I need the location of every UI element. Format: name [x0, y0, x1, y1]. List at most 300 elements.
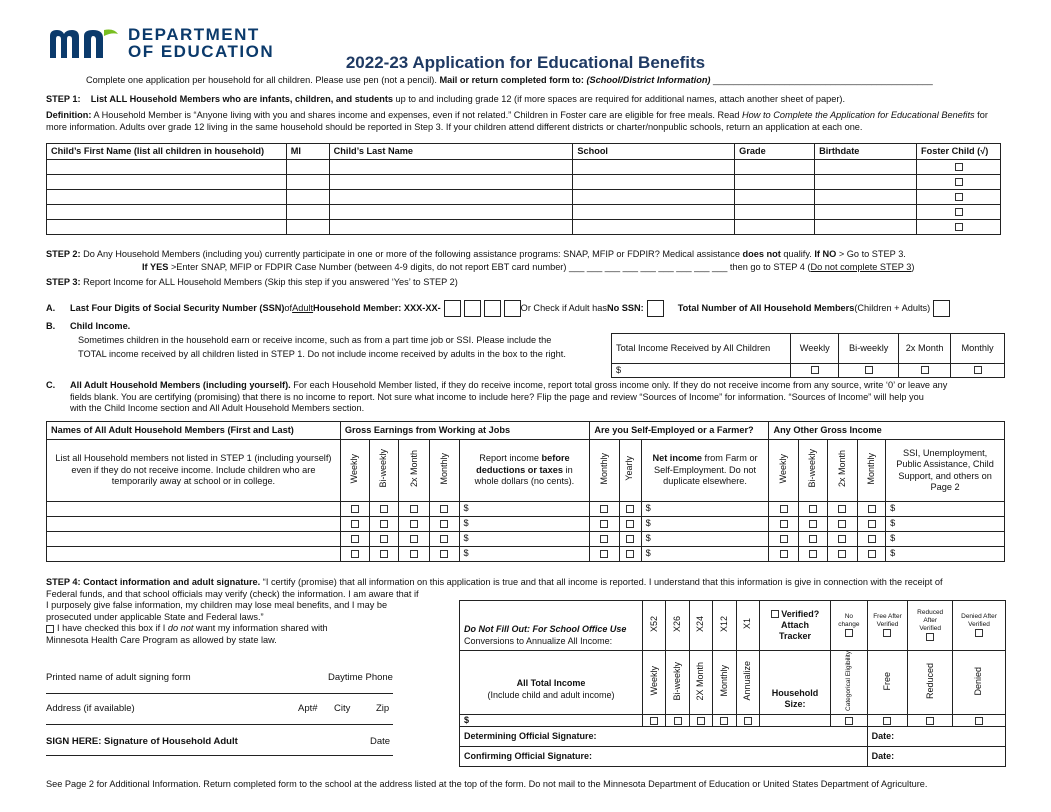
self-monthly-cb[interactable]	[600, 520, 608, 528]
foster-child-checkbox[interactable]	[955, 193, 963, 201]
col-gross-earnings: Gross Earnings from Working at Jobs	[340, 422, 590, 440]
col-adult-names: Names of All Adult Household Members (First and Last)	[47, 422, 341, 440]
child-mi-input[interactable]	[286, 190, 329, 205]
ssn-digit-4[interactable]	[504, 300, 521, 317]
earn-2xmonth-cb-cell	[399, 517, 430, 532]
office-dollar: $	[464, 715, 470, 726]
net-income-amount-input[interactable]	[641, 517, 769, 532]
ssn-digit-1[interactable]	[444, 300, 461, 317]
intro-text: Complete one application per household for all children. Please use pen (not a pencil).	[86, 75, 440, 85]
report-income-desc	[459, 440, 590, 502]
adult-members-title: All Adult Household Members (including yourself).	[70, 380, 291, 390]
step2-label: STEP 2:	[46, 249, 81, 259]
size-label: Size:	[784, 698, 806, 709]
self-monthly-cb[interactable]	[600, 535, 608, 543]
no-change-cell	[831, 601, 868, 651]
other-income-amount-input[interactable]	[886, 517, 1005, 532]
report-b: before deductions or taxes	[476, 453, 570, 475]
household-size-input[interactable]	[759, 715, 830, 727]
address-field[interactable]	[46, 703, 393, 725]
reduced-label: Reduced	[924, 662, 935, 699]
definition-text-a: A Household Member is “Anyone living with you and shares income and expenses, even if not related.” Children in Foster care are eligible for free meals. Read	[91, 110, 743, 120]
step4-cert-1: “I certify (promise) that all information on this application is true and that all income is reported. I understand that this information is give in connection with the receipt of	[260, 577, 943, 587]
intro-mail-label: Mail or return completed form to:	[439, 75, 587, 85]
self-yearly-cb-cell	[619, 502, 641, 517]
earn-weekly-cb-cell	[340, 532, 369, 547]
step1-heading	[46, 94, 845, 106]
other-monthly-cb[interactable]	[868, 520, 876, 528]
child-row	[47, 190, 1001, 205]
child-income-text2: TOTAL income received by all children listed in STEP 1. Do not include income received by adults in the box to the right.	[78, 349, 566, 359]
all-total-label: All Total Income	[516, 678, 586, 689]
self-yearly-cb[interactable]	[626, 535, 634, 543]
earn-biweekly-cb[interactable]	[380, 505, 388, 513]
child-mi-input[interactable]	[286, 160, 329, 175]
dollar-sign: $	[463, 533, 469, 544]
printed-name-label: Printed name of adult signing form	[46, 672, 191, 683]
logo-line-2: OF EDUCATION	[128, 42, 275, 61]
col-biweekly: Bi-weekly	[839, 334, 899, 364]
earn-2xmonth-cb[interactable]	[410, 520, 418, 528]
intro-school-info: (School/District Information)	[586, 75, 711, 85]
other-weekly-cb[interactable]	[780, 550, 788, 558]
office-monthly-cb[interactable]	[720, 717, 728, 725]
determining-signature[interactable]	[460, 727, 868, 747]
definition-text-d: for more information. Adults over grade 12 living in the same household should be reported in Step 3. If your children attend different districts or charter/nonpublic schools, return an application at each one.	[46, 110, 988, 132]
ssn-digit-3[interactable]	[484, 300, 501, 317]
office-annualize-cb[interactable]	[744, 717, 752, 725]
earnings-amount-input[interactable]	[459, 547, 590, 562]
other-weekly-cb-cell	[769, 517, 798, 532]
child-school-input[interactable]	[573, 205, 735, 220]
child-last-name-input[interactable]	[329, 160, 573, 175]
step1-rest: up to and including grade 12 (if more spaces are required for additional names, attach another sheet of paper).	[393, 94, 845, 104]
signature-field[interactable]	[46, 736, 393, 756]
address-label: Address (if available)	[46, 703, 135, 714]
step3-text: Report Income for ALL Household Members (Skip this step if you answered ‘Yes’ to STEP 2)	[80, 277, 458, 287]
adult-table	[46, 421, 1005, 562]
child-row	[47, 160, 1001, 175]
self-monthly-cb-cell	[590, 547, 619, 562]
children-table-header	[47, 144, 1001, 160]
self-yearly-cb[interactable]	[626, 550, 634, 558]
reduced-after-checkbox[interactable]	[926, 633, 934, 641]
adult-row	[47, 517, 1005, 532]
child-birthdate-input[interactable]	[815, 205, 917, 220]
office-biweekly: Bi-weekly	[671, 661, 682, 701]
other-monthly-cb-cell	[857, 517, 885, 532]
free-after-checkbox[interactable]	[883, 629, 891, 637]
col-school: School	[573, 144, 735, 160]
denied-cb[interactable]	[975, 717, 983, 725]
self-monthly-cb[interactable]	[600, 550, 608, 558]
determining-date[interactable]	[867, 727, 1005, 747]
office-conversions-label: Conversions to Annualize All Income:	[464, 635, 613, 646]
report-c: in whole dollars (no cents).	[474, 464, 575, 487]
other-biweekly-cb[interactable]	[809, 550, 817, 558]
earn-monthly-cb-cell	[430, 517, 459, 532]
ssn-label: Last Four Digits of Social Security Number (SSN)	[70, 302, 285, 313]
step2-line1	[46, 249, 906, 261]
self-monthly-cb-cell	[590, 502, 619, 517]
earn-2xmonth-cb-cell	[399, 547, 430, 562]
attach-label: Attach	[780, 619, 809, 630]
earn-weekly-cb[interactable]	[351, 535, 359, 543]
child-income-title: Child Income.	[70, 321, 131, 331]
col-2x-month: 2x Month	[899, 334, 951, 364]
net-income-amount-input[interactable]	[641, 547, 769, 562]
earn-weekly-cb-cell	[340, 517, 369, 532]
other-weekly-cb-cell	[769, 547, 798, 562]
opt-out-checkbox[interactable]	[46, 625, 54, 633]
child-school-input[interactable]	[573, 175, 735, 190]
earn-biweekly-cb[interactable]	[380, 520, 388, 528]
footer-note: See Page 2 for Additional Information. Return completed form to the school at the address listed at the top of the form. Do not mail to the Minnesota Department of Education or United States Department of Agriculture.	[46, 779, 928, 789]
self-yearly-cb-cell	[619, 532, 641, 547]
intro-blank[interactable]: ___________________________________________	[710, 75, 933, 85]
other-2xmonth-cb[interactable]	[838, 550, 846, 558]
earn-2xmonth-cb[interactable]	[410, 550, 418, 558]
child-weekly-cb[interactable]	[791, 364, 839, 378]
definition-label: Definition:	[46, 110, 92, 120]
other-weekly-cb[interactable]	[780, 520, 788, 528]
foster-child-checkbox[interactable]	[955, 163, 963, 171]
step4-cert-4: prosecuted under applicable State and Federal laws.”	[46, 611, 264, 622]
denied-after-label: Denied After Verified	[961, 613, 997, 629]
other-weekly-cb[interactable]	[780, 535, 788, 543]
definition-text-b: How to Complete the Application for Educational	[742, 110, 939, 120]
child-grade-input[interactable]	[735, 205, 815, 220]
other-biweekly-header: Bi-weekly	[807, 449, 818, 488]
other-monthly-cb-cell	[857, 547, 885, 562]
no-ssn-or: Or Check if Adult has	[520, 302, 607, 313]
total-members-box[interactable]	[933, 300, 950, 317]
earn-biweekly-cb-cell	[370, 547, 399, 562]
adult-row	[47, 502, 1005, 517]
earn-weekly-cb[interactable]	[351, 550, 359, 558]
no-ssn-checkbox[interactable]	[647, 300, 664, 317]
definition-text-c: Benefits	[941, 110, 975, 120]
confirming-date[interactable]	[867, 747, 1005, 767]
child-mi-input[interactable]	[286, 205, 329, 220]
earn-biweekly-cb-cell	[370, 532, 399, 547]
free-after-label: Free After Verified	[873, 613, 902, 629]
office-weekly-cb[interactable]	[650, 717, 658, 725]
step2-qualify: qualify.	[780, 249, 815, 259]
self-yearly-cb[interactable]	[626, 520, 634, 528]
categorical-cb[interactable]	[845, 717, 853, 725]
verified-checkbox[interactable]	[771, 610, 779, 618]
earn-2xmonth-cb[interactable]	[410, 535, 418, 543]
mult-x24: X24	[695, 615, 706, 632]
adult-text2: fields blank. You are certifying (promising) that there is no income to report. Not sure what income to include here? Flip the page and review “Sources of Income” for information. “Sources of Income” will help you	[70, 391, 924, 402]
dollar-sign: $	[645, 503, 651, 514]
signature-label: SIGN HERE: Signature of Household Adult	[46, 736, 238, 747]
other-biweekly-cb[interactable]	[809, 520, 817, 528]
earn-monthly-cb[interactable]	[440, 535, 448, 543]
child-income-table	[611, 333, 1005, 378]
self-monthly-cb-cell	[590, 532, 619, 547]
step2-skip-step3: Do not complete STEP 3	[810, 262, 912, 272]
step4-heading: STEP 4: Contact information and adult signature.	[46, 577, 261, 587]
determining-date-label: Date:	[871, 731, 895, 742]
adult-name-input[interactable]	[47, 532, 341, 547]
adult-name-input[interactable]	[47, 502, 341, 517]
dollar-sign: $	[645, 548, 651, 559]
household-label: Household	[771, 687, 819, 698]
earn-weekly-cb[interactable]	[351, 505, 359, 513]
step2-close-paren: )	[911, 262, 915, 272]
determining-label: Determining Official Signature:	[464, 731, 597, 742]
child-row	[47, 175, 1001, 190]
office-annualize: Annualize	[742, 661, 753, 701]
step2-line2	[142, 262, 914, 274]
foster-child-cell	[917, 175, 1001, 190]
child-mi-input[interactable]	[286, 220, 329, 235]
earn-weekly-cb-cell	[340, 502, 369, 517]
dollar-sign: $	[890, 548, 896, 559]
dollar-sign: $	[463, 503, 469, 514]
col-grade: Grade	[735, 144, 815, 160]
step3-a-label: A.	[46, 302, 56, 313]
other-2xmonth-cb[interactable]	[838, 505, 846, 513]
earn-weekly-cb-cell	[340, 547, 369, 562]
other-biweekly-cb[interactable]	[809, 505, 817, 513]
other-2xmonth-cb[interactable]	[838, 520, 846, 528]
other-weekly-cb-cell	[769, 502, 798, 517]
child-school-input[interactable]	[573, 220, 735, 235]
report-a: Report income	[479, 453, 542, 464]
other-income-amount-input[interactable]	[886, 502, 1005, 517]
other-weekly-cb[interactable]	[780, 505, 788, 513]
office-do-not-label: Do Not Fill Out: For School Office Use	[464, 624, 627, 635]
net-income-desc	[641, 440, 769, 502]
earn-weekly-cb[interactable]	[351, 520, 359, 528]
printed-name-field[interactable]	[46, 672, 393, 694]
reduced-cb[interactable]	[926, 717, 934, 725]
mult-x52: X52	[648, 615, 659, 632]
office-monthly: Monthly	[718, 665, 729, 697]
self-monthly-cb[interactable]	[600, 505, 608, 513]
other-income-desc: SSI, Unemployment, Public Assistance, Child Support, and others on Page 2	[886, 440, 1005, 502]
step3-a-row	[46, 300, 950, 317]
earn-monthly-cb-cell	[430, 502, 459, 517]
other-monthly-cb[interactable]	[868, 505, 876, 513]
opt-out-d: Minnesota Health Care Program as allowed by state law.	[46, 634, 277, 645]
child-birthdate-input[interactable]	[815, 175, 917, 190]
step4-cert-3: I purposely give false information, my children may lose meal benefits, and I may be	[46, 600, 388, 610]
adult-name-input[interactable]	[47, 517, 341, 532]
earn-monthly-cb[interactable]	[440, 520, 448, 528]
other-2xmonth-cb-cell	[827, 547, 857, 562]
signature-date-label: Date	[370, 736, 391, 747]
child-first-name-input[interactable]	[47, 205, 287, 220]
step3-label: STEP 3:	[46, 277, 81, 287]
office-biweekly-cb[interactable]	[674, 717, 682, 725]
ssn-of: of	[284, 302, 293, 313]
ssn-digit-2[interactable]	[464, 300, 481, 317]
other-monthly-cb[interactable]	[868, 550, 876, 558]
foster-child-checkbox[interactable]	[955, 208, 963, 216]
adult-name-input[interactable]	[47, 547, 341, 562]
page-title: 2022-23 Application for Educational Benefits	[345, 53, 706, 72]
child-mi-input[interactable]	[286, 175, 329, 190]
child-monthly-cb[interactable]	[951, 364, 1005, 378]
step2-go-step3: > Go to STEP 3.	[836, 249, 906, 259]
household-size-cell	[759, 651, 830, 715]
adult-text1: For each Household Member listed, if they do receive income, report total gross income only. If they do not receive income from any source, write ‘0’ or leave any	[290, 380, 948, 390]
other-biweekly-cb-cell	[798, 547, 827, 562]
dollar-sign: $	[645, 533, 651, 544]
child-grade-input[interactable]	[735, 160, 815, 175]
earn-2xmonth-cb[interactable]	[410, 505, 418, 513]
dollar-sign: $	[890, 518, 896, 529]
child-income-text1: Sometimes children in the household earn or receive income, such as from a part time job or SSI. Please include the	[78, 335, 552, 345]
other-monthly-cb-cell	[857, 532, 885, 547]
child-first-name-input[interactable]	[47, 190, 287, 205]
child-2xmonth-cb[interactable]	[899, 364, 951, 378]
free-label: Free	[881, 671, 892, 691]
earnings-amount-input[interactable]	[459, 532, 590, 547]
step4-cert-2: Federal funds, and that school officials may verify (check) the information. I am aware that if	[46, 588, 419, 599]
earn-biweekly-cb[interactable]	[380, 535, 388, 543]
other-monthly-header: Monthly	[865, 452, 876, 485]
office-total-amount[interactable]	[460, 715, 643, 727]
earn-biweekly-cb-cell	[370, 517, 399, 532]
self-yearly-cb[interactable]	[626, 505, 634, 513]
earnings-amount-input[interactable]	[459, 502, 590, 517]
other-monthly-cb[interactable]	[868, 535, 876, 543]
other-income-amount-input[interactable]	[886, 532, 1005, 547]
child-grade-input[interactable]	[735, 175, 815, 190]
all-total-income-cell	[460, 651, 643, 715]
adult-text3: with the Child Income section and All Adult Household Members section.	[70, 403, 365, 413]
earn-monthly-cb[interactable]	[440, 550, 448, 558]
office-weekly: Weekly	[648, 666, 659, 696]
no-ssn-label: No SSN:	[606, 302, 644, 313]
net-income-amount-input[interactable]	[641, 532, 769, 547]
col-weekly: Weekly	[791, 334, 839, 364]
case-number-field[interactable]: >Enter SNAP, MFIP or FDPIR Case Number (between 4-9 digits, do not report EBT card number) ___ ___ ___ ___ ___ ___ ___ ___ ___ then go to STEP 4 (	[168, 262, 811, 272]
tracker-label: Tracker	[778, 631, 811, 642]
other-2xmonth-cb[interactable]	[838, 535, 846, 543]
step3-c-label: C.	[46, 380, 56, 390]
col-other-income: Any Other Gross Income	[769, 422, 1005, 440]
child-income-amount[interactable]	[612, 364, 791, 378]
other-income-amount-input[interactable]	[886, 547, 1005, 562]
child-school-input[interactable]	[573, 160, 735, 175]
other-monthly-cb-cell	[857, 502, 885, 517]
all-total-hint: (Include child and adult income)	[487, 689, 615, 700]
child-birthdate-input[interactable]	[815, 190, 917, 205]
earn-2xmonth-cb-cell	[399, 532, 430, 547]
child-birthdate-input[interactable]	[815, 220, 917, 235]
child-biweekly-cb[interactable]	[839, 364, 899, 378]
col-birthdate: Birthdate	[815, 144, 917, 160]
child-school-input[interactable]	[573, 190, 735, 205]
office-2xmonth-cb[interactable]	[697, 717, 705, 725]
other-2xmonth-cb-cell	[827, 532, 857, 547]
adult-desc: List all Household members not listed in STEP 1 (including yourself) even if they do not receive income. Include children who are temporarily away at school or in college.	[47, 440, 341, 502]
earn-2xmonth-header: 2x Month	[408, 450, 419, 488]
col-self-employed: Are you Self-Employed or a Farmer?	[590, 422, 769, 440]
dollar-sign: $	[890, 503, 896, 514]
child-first-name-input[interactable]	[47, 160, 287, 175]
adult-row	[47, 547, 1005, 562]
child-first-name-input[interactable]	[47, 175, 287, 190]
earn-biweekly-cb-cell	[370, 502, 399, 517]
child-last-name-input[interactable]	[329, 205, 573, 220]
earn-biweekly-cb[interactable]	[380, 550, 388, 558]
step3-c-text	[46, 380, 1006, 415]
other-biweekly-cb-cell	[798, 517, 827, 532]
col-foster: Foster Child (√)	[917, 144, 1001, 160]
reduced-after-label: Reduced After Verified	[917, 609, 944, 633]
earn-2xmonth-cb-cell	[399, 502, 430, 517]
ssn-xxx: Household Member: XXX-XX-	[313, 302, 441, 313]
step2-does-not: does not	[742, 249, 781, 259]
denied-label: Denied	[973, 666, 984, 696]
other-2xmonth-cb-cell	[827, 502, 857, 517]
foster-child-cell	[917, 190, 1001, 205]
other-2xmonth-cb-cell	[827, 517, 857, 532]
no-change-checkbox[interactable]	[845, 629, 853, 637]
step2-if-no: If NO	[814, 249, 837, 259]
adult-row	[47, 532, 1005, 547]
earn-monthly-header: Monthly	[438, 452, 449, 485]
foster-child-checkbox[interactable]	[955, 178, 963, 186]
dollar-sign: $	[463, 548, 469, 559]
step2-if-yes: If YES	[142, 262, 169, 272]
confirming-label: Confirming Official Signature:	[464, 751, 593, 762]
denied-after-checkbox[interactable]	[975, 629, 983, 637]
zip-label: Zip	[376, 703, 390, 714]
child-grade-input[interactable]	[735, 220, 815, 235]
opt-out-a: I have checked this box if I	[57, 623, 168, 633]
earnings-amount-input[interactable]	[459, 517, 590, 532]
other-biweekly-cb-cell	[798, 532, 827, 547]
child-grade-input[interactable]	[735, 190, 815, 205]
net-b: from Farm or Self-Employment. Do not duplicate elsewhere.	[653, 453, 758, 487]
self-yearly-cb-cell	[619, 547, 641, 562]
net-a: Net income	[652, 453, 702, 464]
net-income-amount-input[interactable]	[641, 502, 769, 517]
free-cb[interactable]	[883, 717, 891, 725]
earn-monthly-cb[interactable]	[440, 505, 448, 513]
dollar-sign: $	[890, 533, 896, 544]
denied-after-cell	[953, 601, 1006, 651]
verified-cell	[759, 601, 830, 651]
step1-definition	[46, 110, 1006, 133]
city-label: City	[334, 703, 351, 714]
self-monthly-header: Monthly	[598, 452, 609, 485]
categorical-label: Categorical Eligibility	[844, 651, 852, 711]
child-first-name-input[interactable]	[47, 220, 287, 235]
child-last-name-input[interactable]	[329, 175, 573, 190]
intro-line	[86, 75, 933, 87]
foster-child-cell	[917, 160, 1001, 175]
child-last-name-input[interactable]	[329, 220, 573, 235]
children-table	[46, 143, 1001, 235]
confirming-signature[interactable]	[460, 747, 868, 767]
child-last-name-input[interactable]	[329, 190, 573, 205]
step2-text: Do Any Household Members (including you) currently participate in one or more of the following assistance programs: SNAP, MFIP or FDPIR? Medical assistance	[80, 249, 743, 259]
foster-child-checkbox[interactable]	[955, 223, 963, 231]
other-biweekly-cb[interactable]	[809, 535, 817, 543]
opt-out-c: want my information shared with	[193, 623, 328, 633]
other-weekly-header: Weekly	[777, 454, 788, 484]
child-birthdate-input[interactable]	[815, 160, 917, 175]
